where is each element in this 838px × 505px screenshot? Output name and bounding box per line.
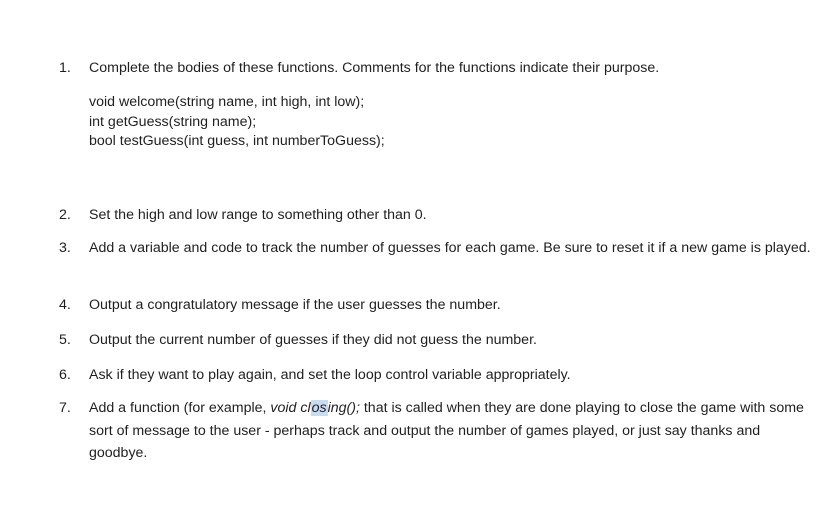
item-number: 5.	[59, 332, 71, 348]
item-text: Add a variable and code to track the number of guesses for each game. Be sure to reset it if a new game is played.	[89, 240, 811, 256]
item-number: 7.	[59, 400, 71, 416]
item-text-before: Add a function (for example,	[89, 400, 271, 416]
item-number: 1.	[59, 60, 71, 76]
item-text: Ask if they want to play again, and set the loop control variable appropriately.	[89, 367, 571, 383]
code-line-getguess: int getGuess(string name);	[89, 113, 257, 130]
item-number: 2.	[59, 207, 71, 223]
function-name-code: void closing();	[270, 400, 360, 416]
item-text	[89, 397, 814, 465]
item-text: Set the high and low range to something other than 0.	[89, 207, 427, 223]
text-selection-highlight[interactable]: os	[311, 400, 327, 416]
code-block	[89, 93, 385, 152]
item-number: 3.	[59, 240, 71, 256]
item-text: Output the current number of guesses if they did not guess the number.	[89, 332, 537, 348]
item-text-after: that is called when they are done playing to close the game with some sort of message to the user - perhaps track and output the number of games played, or just say thanks and goodbye.	[89, 400, 804, 461]
item-number: 6.	[59, 367, 71, 383]
item-number: 4.	[59, 297, 71, 313]
item-text: Complete the bodies of these functions. Comments for the functions indicate their purpose.	[89, 60, 660, 76]
code-line-testguess: bool testGuess(int guess, int numberToGuess);	[89, 133, 385, 149]
code-line-welcome: void welcome(string name, int high, int low);	[89, 94, 365, 110]
item-text: Output a congratulatory message if the user guesses the number.	[89, 297, 501, 313]
